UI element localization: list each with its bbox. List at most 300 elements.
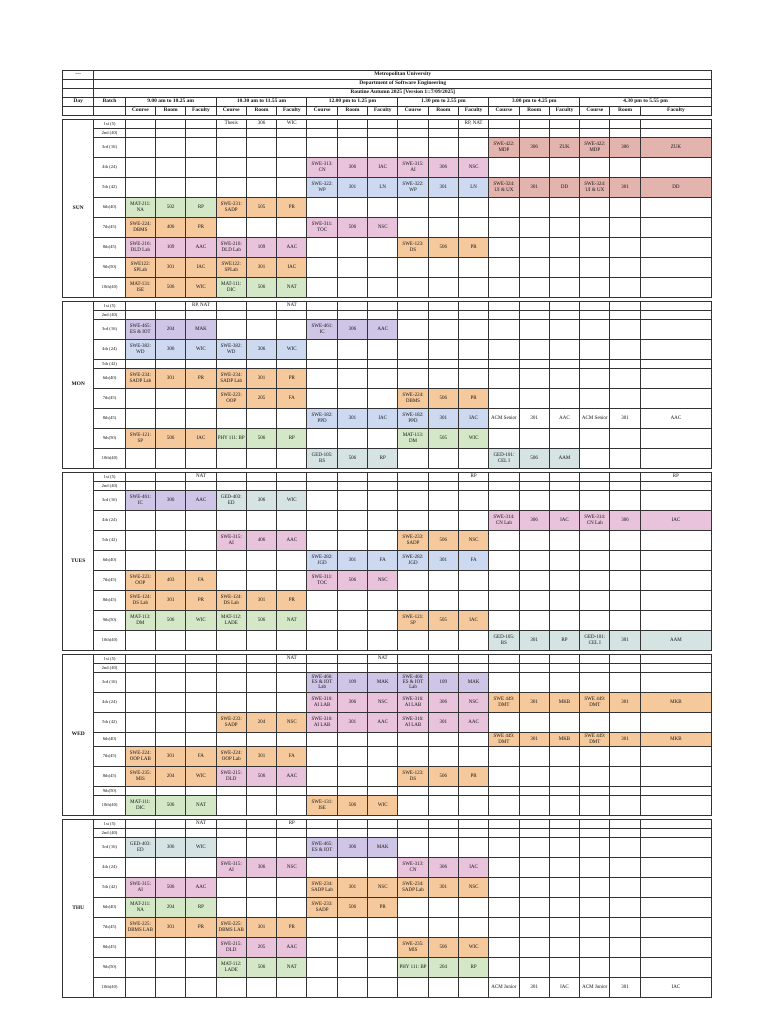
course-cell <box>489 302 519 311</box>
course-cell <box>216 693 246 713</box>
room-cell <box>610 829 640 838</box>
room-cell <box>428 340 458 360</box>
course-cell <box>125 958 155 978</box>
faculty-cell: DD <box>549 178 579 198</box>
room-cell <box>246 655 276 664</box>
course-cell: SWE-316: AI LAB <box>307 693 337 713</box>
room-cell <box>337 767 367 787</box>
course-cell: GED-403: ED <box>125 838 155 858</box>
course-cell: SWE-311: TOC <box>307 571 337 591</box>
room-cell: 306 <box>337 693 367 713</box>
room-cell: 301 <box>519 178 549 198</box>
faculty-cell: WIC <box>277 120 307 129</box>
room-cell <box>519 796 549 816</box>
room-cell <box>519 829 549 838</box>
room-cell <box>155 531 185 551</box>
room-cell <box>428 311 458 320</box>
faculty-cell <box>368 360 398 369</box>
course-cell <box>489 829 519 838</box>
room-cell <box>155 158 185 178</box>
faculty-cell <box>640 218 711 238</box>
room-cell <box>519 429 549 449</box>
room-cell: 505 <box>428 611 458 631</box>
schedule-row <box>63 218 712 238</box>
faculty-cell <box>277 449 307 469</box>
course-cell <box>307 491 337 511</box>
faculty-cell <box>640 238 711 258</box>
course-cell <box>489 571 519 591</box>
room-cell <box>610 898 640 918</box>
course-header: Course <box>125 107 155 116</box>
course-cell <box>216 409 246 429</box>
course-cell <box>125 631 155 651</box>
room-cell: 301 <box>246 369 276 389</box>
course-cell <box>398 320 428 340</box>
course-cell: MAT-211: NA <box>125 898 155 918</box>
schedule-row <box>63 369 712 389</box>
faculty-cell <box>549 838 579 858</box>
course-cell <box>307 747 337 767</box>
room-cell <box>155 938 185 958</box>
schedule-row <box>63 511 712 531</box>
room-cell <box>246 138 276 158</box>
faculty-cell <box>458 218 488 238</box>
course-cell <box>216 673 246 693</box>
faculty-cell: NSC <box>368 571 398 591</box>
faculty-cell <box>549 829 579 838</box>
course-cell: SWE-235: MIS <box>398 938 428 958</box>
course-cell <box>398 218 428 238</box>
room-cell: 301 <box>337 713 367 733</box>
course-cell <box>398 631 428 651</box>
room-cell: 505 <box>428 429 458 449</box>
room-cell <box>246 664 276 673</box>
room-cell <box>610 473 640 482</box>
faculty-cell: MAK <box>458 673 488 693</box>
faculty-cell: PR <box>186 591 216 611</box>
faculty-cell <box>458 747 488 767</box>
course-cell <box>580 551 610 571</box>
room-cell: 301 <box>337 409 367 429</box>
room-cell: 301 <box>155 918 185 938</box>
room-cell <box>337 369 367 389</box>
course-cell <box>125 449 155 469</box>
faculty-cell <box>368 938 398 958</box>
faculty-cell: NSC <box>277 858 307 878</box>
room-cell <box>519 491 549 511</box>
course-cell <box>580 878 610 898</box>
course-cell <box>489 238 519 258</box>
room-cell <box>428 918 458 938</box>
faculty-cell <box>458 511 488 531</box>
course-cell <box>489 429 519 449</box>
room-cell: 506 <box>428 531 458 551</box>
course-cell <box>580 429 610 449</box>
faculty-cell <box>640 664 711 673</box>
faculty-cell <box>368 631 398 651</box>
course-cell <box>307 820 337 829</box>
faculty-cell <box>549 878 579 898</box>
schedule-row <box>63 340 712 360</box>
room-cell <box>519 938 549 958</box>
room-cell <box>519 198 549 218</box>
faculty-cell: FA <box>368 551 398 571</box>
room-cell: 306 <box>337 838 367 858</box>
faculty-cell <box>640 551 711 571</box>
batch-label: 2nd (40) <box>94 311 125 320</box>
faculty-cell: AAC <box>186 878 216 898</box>
room-header: Room <box>155 107 185 116</box>
faculty-cell: NSC <box>458 878 488 898</box>
faculty-cell <box>458 918 488 938</box>
course-cell <box>398 978 428 998</box>
faculty-cell: WIC <box>186 278 216 298</box>
faculty-cell <box>549 713 579 733</box>
batch-label: 2nd (40) <box>94 829 125 838</box>
faculty-cell <box>458 838 488 858</box>
course-cell <box>489 360 519 369</box>
course-cell <box>489 491 519 511</box>
course-cell <box>580 491 610 511</box>
faculty-cell <box>368 787 398 796</box>
room-cell: 306 <box>519 138 549 158</box>
room-cell: 301 <box>519 978 549 998</box>
course-cell <box>307 238 337 258</box>
room-cell <box>610 389 640 409</box>
batch-label: 9th(50) <box>94 787 125 796</box>
course-cell <box>398 491 428 511</box>
faculty-cell <box>640 449 711 469</box>
course-cell: SWE-224: OOP Lab <box>216 747 246 767</box>
course-cell: SWE-314: CN Lab <box>580 511 610 531</box>
room-cell: 506 <box>246 958 276 978</box>
room-cell <box>155 551 185 571</box>
schedule-row <box>63 302 712 311</box>
room-cell <box>337 198 367 218</box>
course-cell: Thesis <box>216 120 246 129</box>
course-cell: GED-101: CEL I <box>580 631 610 651</box>
room-cell <box>337 591 367 611</box>
faculty-cell: IAC <box>186 258 216 278</box>
faculty-header: Faculty <box>186 107 216 116</box>
faculty-cell <box>549 218 579 238</box>
course-cell <box>125 482 155 491</box>
room-cell <box>610 120 640 129</box>
course-cell <box>489 796 519 816</box>
room-cell <box>519 673 549 693</box>
room-cell <box>519 482 549 491</box>
room-cell <box>519 120 549 129</box>
faculty-cell <box>640 120 711 129</box>
room-cell: 109 <box>155 238 185 258</box>
room-cell <box>428 302 458 311</box>
faculty-cell: AAC <box>186 491 216 511</box>
faculty-cell <box>640 531 711 551</box>
room-cell <box>155 302 185 311</box>
course-cell: SWE-324: UI & UX <box>489 178 519 198</box>
room-cell <box>337 918 367 938</box>
faculty-cell: AAC <box>549 409 579 429</box>
batch-label: 10th(40) <box>94 449 125 469</box>
course-cell: GED-403: ED <box>216 491 246 511</box>
room-cell: 306 <box>428 858 458 878</box>
room-cell: 506 <box>155 796 185 816</box>
routine-title: Routine Autumn 2025 [Version 1::7/09/2025] <box>94 89 712 98</box>
room-cell <box>428 511 458 531</box>
room-cell: 506 <box>337 449 367 469</box>
room-cell <box>610 958 640 978</box>
faculty-cell <box>277 218 307 238</box>
course-cell: PHY 111: BP <box>216 429 246 449</box>
faculty-cell <box>368 747 398 767</box>
course-cell: MAT-131: ISE <box>125 278 155 298</box>
faculty-cell <box>277 482 307 491</box>
room-cell <box>337 858 367 878</box>
faculty-cell <box>549 664 579 673</box>
course-cell: SWE-123: DS <box>398 767 428 787</box>
course-cell <box>216 311 246 320</box>
faculty-cell <box>186 631 216 651</box>
schedule-row <box>63 978 712 998</box>
room-cell <box>246 311 276 320</box>
room-cell: 306 <box>246 120 276 129</box>
faculty-cell <box>186 693 216 713</box>
room-cell <box>519 958 549 978</box>
faculty-cell <box>549 591 579 611</box>
course-cell <box>307 360 337 369</box>
room-cell <box>246 449 276 469</box>
room-cell <box>428 571 458 591</box>
room-cell: 301 <box>610 409 640 429</box>
batch-label: 10th(40) <box>94 631 125 651</box>
room-cell <box>428 369 458 389</box>
course-header: Course <box>216 107 246 116</box>
room-cell: 505 <box>246 198 276 218</box>
course-cell: SWE-316: AI LAB <box>398 713 428 733</box>
room-cell: 506 <box>155 278 185 298</box>
course-cell <box>398 664 428 673</box>
course-cell: SWE-315: AI <box>216 858 246 878</box>
room-cell <box>610 238 640 258</box>
room-cell <box>519 878 549 898</box>
faculty-cell: AAC <box>458 713 488 733</box>
faculty-cell <box>549 747 579 767</box>
faculty-cell: NSC <box>277 713 307 733</box>
course-cell: SWE-123: DS <box>398 238 428 258</box>
room-cell: 306 <box>155 340 185 360</box>
faculty-cell: WIC <box>186 611 216 631</box>
room-cell <box>155 829 185 838</box>
faculty-cell <box>640 838 711 858</box>
faculty-cell <box>549 767 579 787</box>
room-cell <box>155 389 185 409</box>
room-cell: 301 <box>428 551 458 571</box>
room-cell: 301 <box>519 693 549 713</box>
faculty-cell: PR <box>458 238 488 258</box>
room-cell: 506 <box>155 611 185 631</box>
room-cell <box>428 838 458 858</box>
faculty-cell: WIC <box>277 340 307 360</box>
faculty-cell <box>368 198 398 218</box>
faculty-cell <box>277 664 307 673</box>
faculty-cell: FA <box>277 747 307 767</box>
room-cell: 306 <box>519 511 549 531</box>
course-cell: SWE-182: PPD <box>307 409 337 429</box>
room-cell <box>246 473 276 482</box>
schedule-row <box>63 258 712 278</box>
room-cell: 205 <box>246 938 276 958</box>
room-cell <box>610 938 640 958</box>
room-cell <box>246 796 276 816</box>
course-cell <box>580 938 610 958</box>
room-cell <box>337 631 367 651</box>
schedule-row <box>63 655 712 664</box>
faculty-cell <box>186 978 216 998</box>
schedule-row <box>63 787 712 796</box>
course-cell <box>125 302 155 311</box>
room-cell <box>610 129 640 138</box>
faculty-cell: RP <box>549 631 579 651</box>
faculty-cell: NSC <box>368 218 398 238</box>
room-cell <box>246 838 276 858</box>
room-cell <box>610 449 640 469</box>
course-cell <box>216 473 246 482</box>
room-cell: 301 <box>337 551 367 571</box>
course-cell <box>307 482 337 491</box>
course-cell <box>489 258 519 278</box>
room-cell <box>246 693 276 713</box>
faculty-cell: IAC <box>458 858 488 878</box>
faculty-cell <box>549 320 579 340</box>
course-cell <box>216 978 246 998</box>
faculty-cell <box>549 360 579 369</box>
course-cell <box>580 340 610 360</box>
course-cell <box>580 473 610 482</box>
faculty-cell <box>640 129 711 138</box>
faculty-cell: PR <box>458 767 488 787</box>
course-cell <box>216 178 246 198</box>
course-cell: SWE122: SPLab <box>125 258 155 278</box>
room-cell <box>610 796 640 816</box>
faculty-cell <box>277 360 307 369</box>
faculty-cell: NAT <box>277 278 307 298</box>
faculty-cell <box>640 258 711 278</box>
course-cell <box>216 571 246 591</box>
room-cell <box>246 820 276 829</box>
course-cell <box>307 664 337 673</box>
course-cell: SWE-234: SADP Lab <box>216 369 246 389</box>
faculty-cell <box>640 858 711 878</box>
course-cell <box>125 551 155 571</box>
room-cell: 506 <box>246 278 276 298</box>
faculty-cell: AAC <box>368 320 398 340</box>
course-cell <box>489 878 519 898</box>
faculty-cell <box>277 571 307 591</box>
faculty-cell: NAT <box>186 820 216 829</box>
course-cell <box>307 311 337 320</box>
faculty-cell <box>549 918 579 938</box>
course-cell <box>398 898 428 918</box>
faculty-cell <box>458 491 488 511</box>
time-slot-header: 1.30 pm to 2.55 pm <box>398 98 489 107</box>
course-cell <box>307 918 337 938</box>
faculty-cell <box>368 238 398 258</box>
course-cell <box>307 429 337 449</box>
room-cell <box>610 218 640 238</box>
course-cell: MAT-113: DM <box>398 429 428 449</box>
room-cell: 306 <box>610 138 640 158</box>
faculty-cell <box>640 429 711 449</box>
room-header: Room <box>337 107 367 116</box>
room-cell <box>428 655 458 664</box>
room-cell: 301 <box>610 733 640 747</box>
room-cell <box>610 878 640 898</box>
room-cell: 506 <box>428 389 458 409</box>
room-cell <box>610 820 640 829</box>
course-cell <box>125 473 155 482</box>
corner-blank <box>63 80 94 89</box>
faculty-cell: MAK <box>368 838 398 858</box>
faculty-cell <box>549 369 579 389</box>
faculty-cell <box>277 878 307 898</box>
faculty-cell <box>640 311 711 320</box>
course-cell: SWE-315: AI <box>398 158 428 178</box>
course-cell: SWE-233: SADP <box>398 531 428 551</box>
course-cell <box>398 340 428 360</box>
course-cell: SWE-282: JGD <box>398 551 428 571</box>
room-cell <box>519 311 549 320</box>
course-cell <box>580 664 610 673</box>
course-cell <box>307 858 337 878</box>
batch-label: 8th(45) <box>94 767 125 787</box>
faculty-cell: NSC <box>368 693 398 713</box>
course-cell <box>307 978 337 998</box>
batch-label: 4th (24) <box>94 858 125 878</box>
course-cell <box>398 369 428 389</box>
course-cell: SWE-121: SP <box>398 611 428 631</box>
room-cell <box>610 531 640 551</box>
faculty-cell <box>186 360 216 369</box>
faculty-cell <box>368 473 398 482</box>
room-cell <box>155 787 185 796</box>
faculty-cell <box>458 664 488 673</box>
faculty-cell <box>458 733 488 747</box>
course-cell: SWE-311: TOC <box>307 218 337 238</box>
faculty-cell <box>549 482 579 491</box>
faculty-cell: WIC <box>186 767 216 787</box>
room-cell <box>155 664 185 673</box>
faculty-cell: RP <box>640 473 711 482</box>
faculty-cell <box>458 482 488 491</box>
batch-label: 6th(40) <box>94 198 125 218</box>
course-cell <box>216 302 246 311</box>
schedule-row <box>63 198 712 218</box>
room-cell <box>519 611 549 631</box>
room-cell <box>610 664 640 673</box>
course-cell: SWE-324: UI & UX <box>580 178 610 198</box>
course-cell: ACM Junior <box>580 978 610 998</box>
course-cell <box>489 340 519 360</box>
course-cell <box>489 591 519 611</box>
room-cell <box>519 389 549 409</box>
schedule-row <box>63 491 712 511</box>
room-cell: 204 <box>155 320 185 340</box>
course-cell <box>580 747 610 767</box>
course-cell <box>398 591 428 611</box>
room-cell <box>155 178 185 198</box>
time-slot-header: 9.00 am to 10.25 am <box>125 98 216 107</box>
room-cell <box>519 360 549 369</box>
